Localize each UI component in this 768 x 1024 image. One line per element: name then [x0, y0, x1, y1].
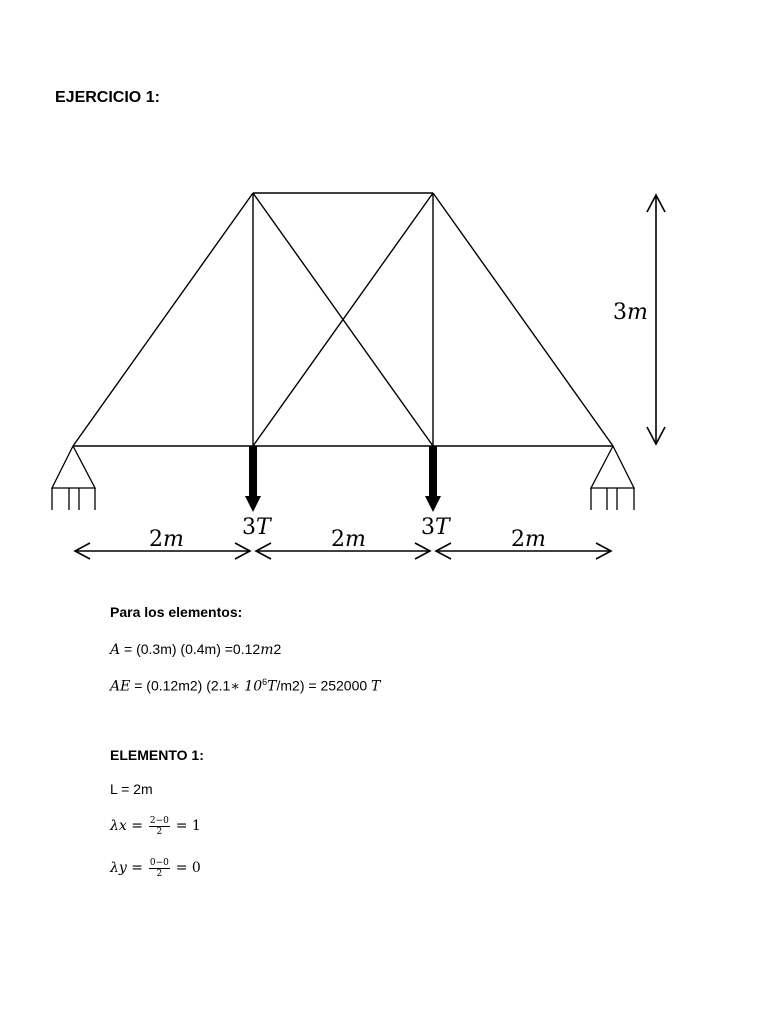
right-support	[591, 446, 634, 510]
element1-title: ELEMENTO 1:	[110, 747, 204, 763]
load-label-1: 3T	[242, 515, 271, 540]
elements-title: Para los elementos:	[110, 604, 243, 620]
right-diagonal	[433, 193, 613, 446]
left-support	[52, 446, 95, 510]
area-equation: A = (0.3m) (0.4m) =0.12m2	[110, 641, 282, 658]
load-arrow-2	[425, 446, 441, 512]
lambda-x-equation: λx = $\frac{2-0}{2}$ = 1	[110, 816, 201, 837]
left-diagonal	[73, 193, 253, 446]
element1-length: L = 2m	[110, 781, 153, 797]
lambda-y-fraction: $\frac{0-0}{2}$	[149, 858, 169, 879]
load-label-2: 3T	[421, 515, 450, 540]
truss-members	[73, 193, 613, 446]
span-label-3: 2m	[511, 527, 546, 552]
page-heading: EJERCICIO 1:	[55, 89, 160, 106]
lambda-y-equation: λy = $\frac{0-0}{2}$ = 0	[110, 858, 201, 879]
height-label: 3m	[613, 300, 648, 325]
span-label-2: 2m	[331, 527, 366, 552]
lambda-x-fraction: $\frac{2-0}{2}$	[149, 816, 169, 837]
span-label-1: 2m	[149, 527, 184, 552]
ae-equation: AE = (0.12m2) (2.1∗ $10^6T/m2) = 252000$ T	[110, 677, 381, 695]
height-dimension-arrow	[647, 195, 665, 444]
load-arrow-1	[245, 446, 261, 512]
